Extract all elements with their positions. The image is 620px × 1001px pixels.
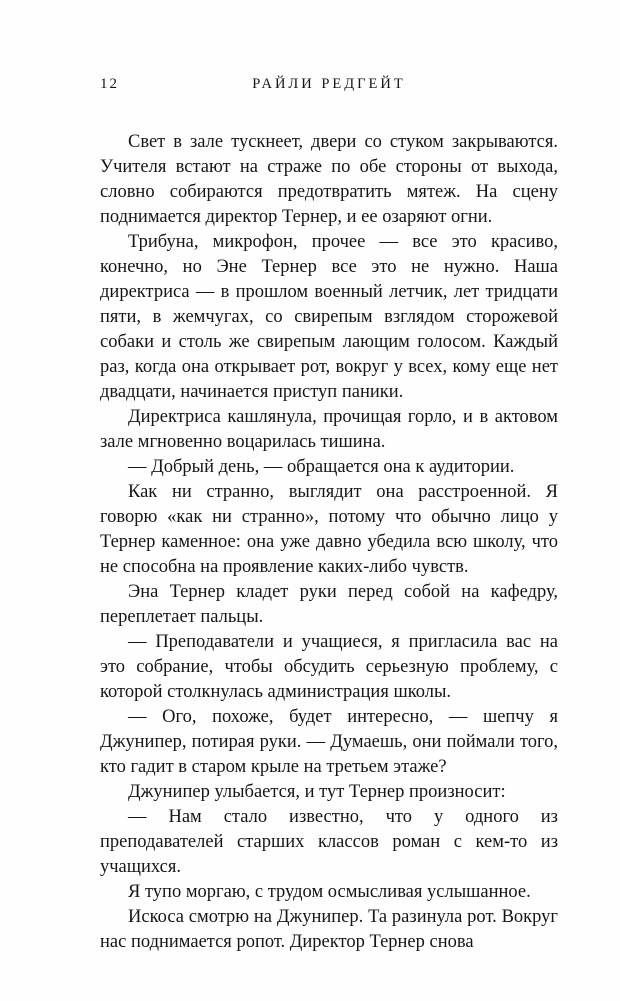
- paragraph-dialogue: — Нам стало известно, что у одного из преподавателей старших классов роман с кем-то из учащихся.: [100, 807, 558, 877]
- paragraph: Свет в зале тускнеет, двери со стуком закрываются. Учителя встают на страже по обе стороны от выхода, словно собираются предотвратить мятеж. На сцену поднимается директор Тернер, и ее озаряют огни.: [100, 132, 558, 227]
- page-number: 12: [100, 76, 119, 92]
- paragraph: Джунипер улыбается, и тут Тернер произносит:: [128, 782, 506, 802]
- paragraph: Искоса смотрю на Джунипер. Та разинула рот. Вокруг нас поднимается ропот. Директор Тернер снова: [100, 907, 558, 952]
- paragraph-dialogue: — Добрый день, — обращается она к аудитории.: [128, 457, 515, 477]
- paragraph: Как ни странно, выглядит она расстроенной. Я говорю «как ни странно», потому что обычно лицо у Тернер каменное: она уже давно убедила всю школу, что не способна на проявление каких-либо чувств.: [100, 482, 558, 577]
- paragraph-dialogue: — Ого, похоже, будет интересно, — шепчу я Джунипер, потирая руки. — Думаешь, они поймали того, кто гадит в старом крыле на третьем этаже?: [100, 707, 558, 777]
- paragraph: Трибуна, микрофон, прочее — все это красиво, конечно, но Эне Тернер все это не нужно. Наша директриса — в прошлом военный летчик, лет тридцати пяти, в жемчугах, со свирепым взглядом сторожевой собаки и столь же свирепым лающим голосом. Каждый раз, когда она открывает рот, вокруг у всех, кому еще нет двадцати, начинается приступ паники.: [100, 232, 558, 402]
- text-block: [100, 130, 558, 955]
- page-header: [100, 76, 558, 96]
- paragraph: Директриса кашлянула, прочищая горло, и в актовом зале мгновенно воцарилась тишина.: [100, 407, 558, 452]
- paragraph-dialogue: — Преподаватели и учащиеся, я пригласила вас на это собрание, чтобы обсудить серьезную проблему, с которой столкнулась администрация школы.: [100, 632, 558, 702]
- paragraph: Эна Тернер кладет руки перед собой на кафедру, переплетает пальцы.: [100, 582, 558, 627]
- paragraph: Я тупо моргаю, с трудом осмысливая услышанное.: [128, 882, 531, 902]
- running-head-author: РАЙЛИ РЕДГЕЙТ: [252, 76, 406, 92]
